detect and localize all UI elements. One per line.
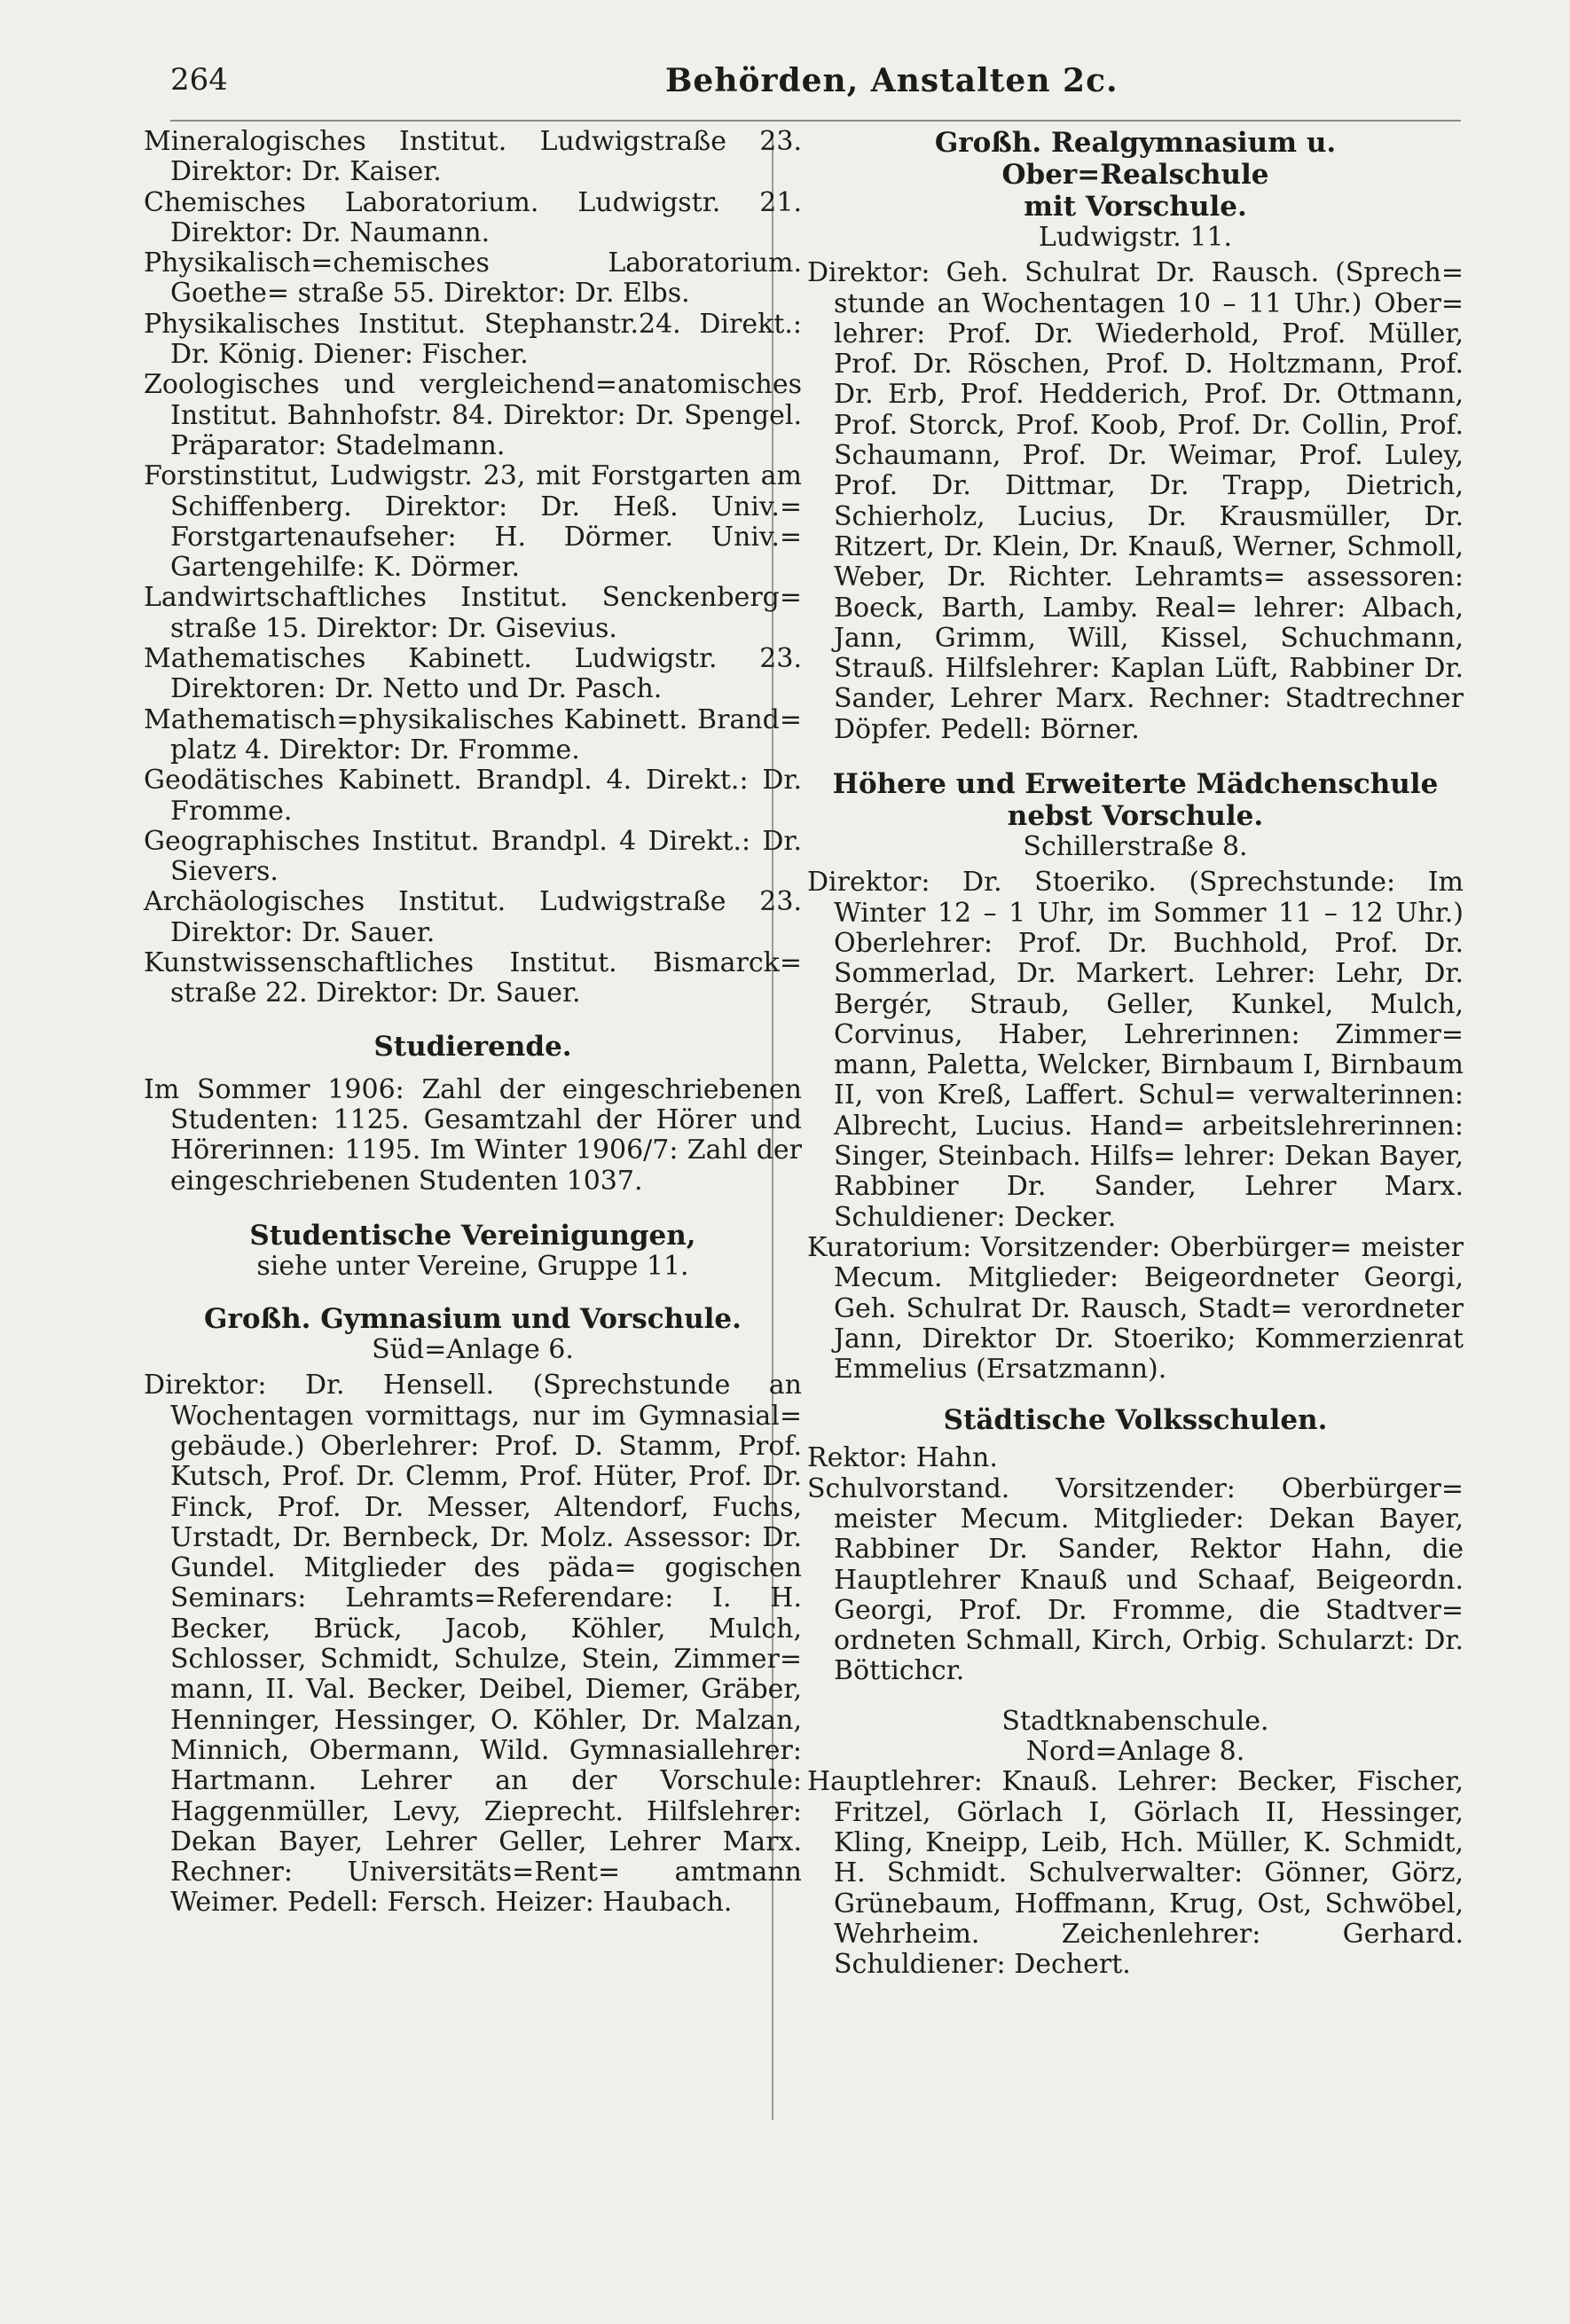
realgymnasium-text: Direktor: Geh. Schulrat Dr. Rausch. (Sprech= stunde an Wochentagen 10 – 11 Uhr.) Ober= lehrer: Prof. Dr. Wiederhold, Prof. Müller, Prof. Dr. Röschen, Prof. D. Holtzmann, Prof. Dr. Erb, Prof. Hedderich, Prof. Dr. Ottmann, Prof. Storck, Prof. Koob, Prof. Dr. Collin, Prof. Schaumann, Prof. Dr. Weimar, Prof. Luley, Prof. Dr. Dittmar, Dr. Trapp, Dietrich, Schierholz, Lucius, Dr. Krausmüller, Dr. Ritzert, Dr. Klein, Dr. Knauß, Werner, Schmoll, Weber, Dr. Richter. Lehramts= assessoren: Boeck, Barth, Lamby. Real= lehrer: Albach, Jann, Grimm, Will, Kissel, Schuchmann, Strauß. Hilfslehrer: Kaplan Lüft, Rabbiner Dr. Sander, Lehrer Marx. Rechner: Stadtrechner Döpfer. Pedell: Börner. — [807, 257, 1464, 745]
girls-school-board: Kuratorium: Vorsitzender: Oberbürger= meister Mecum. Mitglieder: Beigeordneter Georgi, Geh. Schulrat Dr. Rausch, Stadt= verordneter Jann, Direktor Dr. Stoeriko; Kommerzienrat Emmelius (Ersatzmann). — [807, 1231, 1464, 1386]
institute-entry: Mathematisch=physikalisches Kabinett. Brand= platz 4. Direktor: Dr. Fromme. — [144, 703, 802, 766]
boys-school-address: Nord=Anlage 8. — [1025, 1736, 1245, 1768]
students-text: Im Sommer 1906: Zahl der eingeschriebenen Studenten: 1125. Gesamtzahl der Hörer und Hörerinnen: 1195. Im Winter 1906/7: Zahl der eingeschriebenen Studenten 1037. — [144, 1073, 802, 1197]
institute-entry: Physikalisches Institut. Stephanstr.24. Direkt.: Dr. König. Diener: Fischer. — [144, 308, 802, 371]
right-column — [807, 127, 1464, 1980]
gymnasium-address: Süd=Anlage 6. — [372, 1334, 574, 1366]
girls-school-heading-1: Höhere und Erweiterte Mädchenschule — [832, 768, 1439, 801]
institute-entry: Archäologisches Institut. Ludwigstraße 23. Direktor: Dr. Sauer. — [144, 886, 802, 948]
page-number: 264 — [170, 62, 228, 98]
institute-entry: Geodätisches Kabinett. Brandpl. 4. Direkt.: Dr. Fromme. — [144, 765, 802, 827]
realgymnasium-heading-2: mit Vorschule. — [1024, 191, 1247, 223]
institute-entry: Zoologisches und vergleichend=anatomisches Institut. Bahnhofstr. 84. Direktor: Dr. Spengel. Präparator: Stadelmann. — [144, 369, 802, 461]
institute-entry: Mathematisches Kabinett. Ludwigstr. 23. Direktoren: Dr. Netto und Dr. Pasch. — [144, 643, 802, 705]
institute-entry: Kunstwissenschaftliches Institut. Bismarck= straße 22. Direktor: Dr. Sauer. — [144, 947, 802, 1009]
header-rule — [170, 120, 1461, 122]
institute-entry: Geographisches Institut. Brandpl. 4 Direkt.: Dr. Sievers. — [144, 825, 802, 888]
realgymnasium-address: Ludwigstr. 11. — [1038, 222, 1233, 253]
boys-school-heading: Stadtknabenschule. — [1001, 1705, 1269, 1737]
public-schools-heading: Städtische Volksschulen. — [943, 1404, 1328, 1437]
gymnasium-text: Direktor: Dr. Hensell. (Sprechstunde an Wochentagen vormittags, nur im Gymnasial= gebäude.) Oberlehrer: Prof. D. Stamm, Prof. Kutsch, Prof. Dr. Clemm, Prof. Hüter, Prof. Dr. Finck, Prof. Dr. Messer, Altendorf, Fuchs, Urstadt, Dr. Bernbeck, Dr. Molz. Assessor: Dr. Gundel. Mitglieder des päda= gogischen Seminars: Lehramts=Referendare: I. H. Becker, Brück, Jacob, Köhler, Mulch, Schlosser, Schmidt, Schulze, Stein, Zimmer= mann, II. Val. Becker, Deibel, Diemer, Gräber, Henninger, Hessinger, O. Köhler, Dr. Malzan, Minnich, Obermann, Wild. Gymnasiallehrer: Hartmann. Lehrer an der Vorschule: Haggenmüller, Levy, Zieprecht. Hilfslehrer: Dekan Bayer, Lehrer Geller, Lehrer Marx. Rechner: Universitäts=Rent= amtmann Weimer. Pedell: Fersch. Heizer: Haubach. — [144, 1370, 802, 1919]
left-column — [144, 127, 802, 1919]
boys-school-text: Hauptlehrer: Knauß. Lehrer: Becker, Fischer, Fritzel, Görlach I, Görlach II, Hessinger, Kling, Kneipp, Leib, Hch. Müller, K. Schmidt, H. Schmidt. Schulverwalter: Gönner, Görz, Grünebaum, Hoffmann, Krug, Ost, Schwöbel, Wehrheim. Zeichenlehrer: Gerhard. Schuldiener: Dechert. — [807, 1766, 1464, 1981]
institute-entry: Forstinstitut, Ludwigstr. 23, mit Forstgarten am Schiffenberg. Direktor: Dr. Heß. Univ.= Forstgartenaufseher: H. Dörmer. Univ.= Gartengehilfe: K. Dörmer. — [144, 460, 802, 584]
running-title: Behörden, Anstalten 2c. — [665, 62, 1119, 99]
associations-heading: Studentische Vereinigungen, — [249, 1219, 696, 1252]
institute-entry: Chemisches Laboratorium. Ludwigstr. 21. Direktor: Dr. Naumann. — [144, 186, 802, 248]
students-heading: Studierende. — [373, 1030, 572, 1063]
girls-school-heading-2: nebst Vorschule. — [1007, 800, 1264, 833]
public-schools-rector: Rektor: Hahn. — [807, 1442, 998, 1474]
associations-note: siehe unter Vereine, Gruppe 11. — [256, 1250, 689, 1282]
institute-entry: Mineralogisches Institut. Ludwigstraße 23. Direktor: Dr. Kaiser. — [144, 126, 802, 188]
public-schools-board: Schulvorstand. Vorsitzender: Oberbürger= meister Mecum. Mitglieder: Dekan Bayer, Rabbiner Dr. Sander, Rektor Hahn, die Hauptlehrer Knauß und Schaaf, Beigeordn. Georgi, Prof. Dr. Fromme, die Stadtver= ordneten Schmall, Kirch, Orbig. Schularzt: Dr. Böttichcr. — [807, 1472, 1464, 1687]
institute-entry: Landwirtschaftliches Institut. Senckenberg= straße 15. Direktor: Dr. Gisevius. — [144, 582, 802, 644]
realgymnasium-heading-1: Großh. Realgymnasium u. Ober=Realschule — [934, 127, 1337, 191]
girls-school-text: Direktor: Dr. Stoeriko. (Sprechstunde: Im Winter 12 – 1 Uhr, im Sommer 11 – 12 Uhr.) Oberlehrer: Prof. Dr. Buchhold, Prof. Dr. Sommerlad, Dr. Markert. Lehrer: Lehr, Dr. Bergér, Straub, Geller, Kunkel, Mulch, Corvinus, Haber, Lehrerinnen: Zimmer= mann, Paletta, Welcker, Birnbaum I, Birnbaum II, von Kreß, Laffert. Schul= verwalterinnen: Albrecht, Lucius. Hand= arbeitslehrerinnen: Singer, Steinbach. Hilfs= lehrer: Dekan Bayer, Rabbiner Dr. Sander, Lehrer Marx. Schuldiener: Decker. — [807, 867, 1464, 1233]
institute-entry: Physikalisch=chemisches Laboratorium. Goethe= straße 55. Direktor: Dr. Elbs. — [144, 247, 802, 310]
girls-school-address: Schillerstraße 8. — [1023, 831, 1248, 863]
gymnasium-heading: Großh. Gymnasium und Vorschule. — [204, 1303, 742, 1336]
